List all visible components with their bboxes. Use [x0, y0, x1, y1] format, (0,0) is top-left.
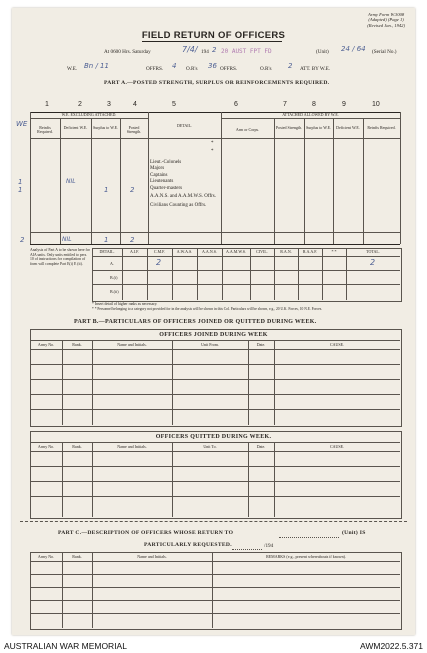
part-c-rule	[30, 613, 400, 614]
analysis-header: TOTAL.	[366, 249, 380, 254]
joined-col-header: Name and Initials.	[117, 342, 147, 347]
analysis-col-line	[147, 248, 148, 300]
analysis-row-label: B.(ii)	[110, 289, 119, 294]
quitted-rule	[30, 466, 400, 467]
form-ref-line: (Revised Jan., 1942)	[367, 22, 405, 28]
we-excl-header: W.E. EXCLUDING ATTACHED.	[61, 112, 117, 117]
joined-col-line	[62, 340, 63, 425]
col-header: Surplus to W.E.	[305, 125, 332, 130]
rank-item: A.A.N.S. and A.A.M.W.S. Offrs.	[150, 194, 216, 200]
rank-item: Lieutenants	[150, 179, 174, 185]
grid-line	[60, 118, 61, 244]
col-number: 2	[78, 101, 82, 108]
form-ref-line: (Adapted) (Page 1)	[368, 17, 404, 23]
analysis-col-line	[122, 248, 123, 300]
att-label: ATT. BY W.E.	[300, 66, 331, 72]
part-c-col-header: REMARKS (e.g., present whereabouts if known).	[266, 554, 346, 559]
col-header: Deficient W.E.	[336, 125, 360, 130]
part-a-total-rule	[30, 244, 400, 245]
col-header: Posted Strength.	[275, 125, 303, 130]
joined-rule	[30, 340, 400, 341]
col-header: Posted Strength.	[126, 125, 142, 135]
rank-list	[150, 160, 220, 208]
part-c-date-tail: /194	[264, 543, 274, 549]
grid-line	[274, 118, 275, 244]
analysis-header: A.A.N.S.	[202, 249, 217, 254]
part-c-col-line	[62, 552, 63, 628]
joined-col-line	[248, 340, 249, 425]
asterisk-mark: *	[211, 149, 214, 154]
analysis-header: A.I.F.	[129, 249, 140, 254]
part-c-col-header: Rank.	[72, 554, 82, 559]
unit-label: (Unit)	[316, 49, 329, 55]
offrs-handwritten: 4	[172, 62, 177, 70]
part-c-heading: PART C.—DESCRIPTION OF OFFICERS WHOSE RETURN TO	[58, 530, 234, 536]
quitted-rule	[30, 496, 400, 497]
att-handwritten: 2	[288, 62, 293, 70]
rank-item: Quarter-masters	[150, 185, 183, 191]
col-number: 1	[45, 101, 49, 108]
quitted-col-header: Name and Initials.	[117, 444, 147, 449]
col-number: 3	[107, 101, 111, 108]
ors-label-1: O.R's	[186, 66, 198, 72]
analysis-col-line	[322, 248, 323, 300]
footer-accession-number: AWM2022.5.371	[360, 641, 423, 651]
part-c-col-line	[92, 552, 93, 628]
analysis-total-handwritten: 2	[370, 258, 376, 267]
year-handwritten: 2	[212, 46, 217, 54]
quitted-col-line	[274, 442, 275, 517]
joined-rule	[30, 409, 400, 410]
form-ref-line: Army Form W.3008	[368, 12, 405, 17]
serial-handwritten: 24 / 64	[341, 45, 366, 53]
analysis-header: C.M.F.	[153, 249, 166, 254]
analysis-rule	[92, 270, 400, 271]
analysis-rule	[92, 284, 400, 285]
joined-col-line	[172, 340, 173, 425]
grid-line	[91, 118, 92, 244]
quitted-col-header: CAUSE.	[329, 444, 345, 449]
col-number: 6	[234, 101, 238, 108]
analysis-header: R.A.N.	[280, 249, 292, 254]
part-c-unit-blank	[279, 537, 339, 538]
part-c-line2: PARTICULARLY REQUESTED.	[144, 542, 232, 548]
part-a-heading: PART A.—POSTED STRENGTH, SURPLUS OR REINFORCEMENTS REQUIRED.	[104, 80, 330, 86]
col-number: 5	[172, 101, 176, 108]
joined-rule	[30, 394, 400, 395]
col-header: Deficient W.E.	[63, 125, 88, 130]
row-handwritten: 2	[130, 186, 135, 194]
analysis-header: A.W.A.S.	[176, 249, 193, 254]
part-c-rule	[30, 574, 400, 575]
quitted-col-line	[92, 442, 93, 517]
grid-line	[120, 118, 121, 244]
joined-col-header: Unit From.	[201, 342, 219, 347]
footnote: * * Personnel belonging to a category not provided for in the analysis will be shown in this Col. Particulars will be shown, e.g., 20 U.K. Forces, 10 N.E. Forces.	[92, 307, 323, 311]
asterisk-mark: *	[211, 141, 214, 146]
quitted-col-line	[62, 442, 63, 517]
at-label: At 0600 Hrs. Saturday	[104, 49, 151, 55]
total-handwritten: 1	[104, 236, 109, 244]
part-c-col-line	[212, 552, 213, 628]
rank-item: Lieut.-Colonels	[150, 160, 182, 165]
col-header: DETAIL.	[176, 123, 193, 128]
analysis-header: CIVIL.	[256, 249, 268, 254]
joined-rule	[30, 379, 400, 380]
joined-col-header: Date.	[256, 342, 266, 347]
col-header: Reinfts Required.	[367, 125, 396, 130]
analysis-col-line	[346, 248, 347, 300]
joined-title: OFFICERS JOINED DURING WEEK	[159, 332, 268, 338]
quitted-col-header: Army No.	[37, 444, 55, 449]
joined-col-header: Rank.	[72, 342, 82, 347]
quitted-col-line	[172, 442, 173, 517]
total-handwritten: 2	[130, 236, 135, 244]
we-handwritten: Bn / 11	[84, 62, 109, 70]
row-handwritten: 1	[18, 178, 23, 186]
col-header: Surplus to W.E.	[92, 125, 119, 130]
part-c-cut-line	[20, 521, 407, 522]
offrs-label-1: OFFRS.	[146, 66, 164, 72]
serial-label: (Serial No.)	[372, 49, 397, 55]
part-c-col-header: Name and Initials.	[137, 554, 167, 559]
quitted-rule	[30, 451, 400, 452]
analysis-header: R.A.A.F.	[302, 249, 318, 254]
analysis-col-line	[172, 248, 173, 300]
ors-label-2: O.R's	[260, 66, 272, 72]
quitted-title: OFFICERS QUITTED DURING WEEK.	[155, 434, 272, 440]
quitted-col-header: Date.	[256, 444, 266, 449]
analysis-col-line	[197, 248, 198, 300]
we-margin-note: WE	[16, 120, 28, 128]
att-group-rule	[221, 118, 400, 119]
analysis-row-label: B.(i)	[110, 275, 118, 280]
analysis-header: A.A.M.W.S.	[226, 249, 246, 254]
analysis-rule	[92, 256, 400, 257]
joined-col-header: Army No.	[37, 342, 55, 347]
col-number: 8	[312, 101, 316, 108]
analysis-header: DETAIL.	[99, 249, 115, 254]
quitted-col-header: Unit To.	[203, 444, 217, 449]
joined-rule	[30, 364, 400, 365]
rank-item: Captains	[150, 172, 168, 178]
we-label: W.E.	[67, 66, 78, 72]
part-c-date-blank	[232, 549, 262, 550]
grid-line	[30, 112, 31, 244]
col-number: 10	[372, 101, 380, 108]
quitted-rule	[30, 442, 400, 443]
total-handwritten: 2	[20, 236, 25, 244]
part-c-rule	[30, 561, 400, 562]
analysis-row-label: A.	[110, 261, 114, 266]
analysis-col-line	[274, 248, 275, 300]
part-c-rule	[30, 600, 400, 601]
form-title: FIELD RETURN OF OFFICERS	[141, 30, 286, 41]
part-c-table	[30, 552, 402, 630]
total-handwritten: NIL	[62, 236, 72, 243]
form-reference	[367, 12, 405, 28]
quitted-col-line	[248, 442, 249, 517]
joined-col-line	[92, 340, 93, 425]
row-handwritten: NIL	[66, 178, 76, 185]
part-b-heading: PART B.—PARTICULARS OF OFFICERS JOINED OR QUITTED DURING WEEK.	[74, 319, 317, 325]
joined-col-line	[274, 340, 275, 425]
col-header: Reinfts Required.	[37, 125, 53, 135]
col-header: Arm or Corps.	[235, 127, 260, 132]
form-sheet	[12, 8, 415, 635]
analysis-col-line	[222, 248, 223, 300]
analysis-note: Analysis of Part A to be shown here for AIA units. Only units entitled to pers. 10 of instructions for compilation of form will complete Part E(i) E (ii).	[30, 248, 90, 266]
footnote: * Insert detail of higher ranks as necessary.	[92, 302, 158, 306]
col-number: 4	[133, 101, 137, 108]
analysis-header: * *	[331, 249, 337, 254]
title-underline	[142, 41, 282, 42]
grid-line	[363, 118, 364, 244]
analysis-aif-handwritten: 2	[156, 258, 162, 267]
ors-handwritten: 36	[208, 62, 217, 70]
joined-rule	[30, 349, 400, 350]
grid-line	[304, 118, 305, 244]
we-group-rule	[30, 118, 148, 119]
part-a-header-rule	[30, 138, 400, 139]
part-c-unit-is: (Unit) IS	[342, 530, 366, 536]
analysis-col-line	[298, 248, 299, 300]
grid-line	[333, 118, 334, 244]
col-number: 9	[342, 101, 346, 108]
attached-allowed-header: ATTACHED ALLOWED BY W.E.	[282, 112, 339, 117]
year-label: 194	[201, 49, 209, 55]
joined-col-header: CAUSE.	[329, 342, 345, 347]
quitted-rule	[30, 481, 400, 482]
row-handwritten: 1	[18, 186, 23, 194]
offrs-label-2: OFFRS.	[220, 66, 238, 72]
part-c-col-header: Army No.	[37, 554, 55, 559]
part-c-rule	[30, 587, 400, 588]
rank-item: Majors	[150, 166, 165, 172]
grid-line	[148, 112, 149, 244]
date-handwritten: 7/4/	[182, 45, 198, 54]
rank-item: Civilians Counting as Offrs.	[150, 202, 207, 208]
unit-stamp: 20 AUST FPT FD	[221, 48, 272, 55]
footer-institution: AUSTRALIAN WAR MEMORIAL	[4, 641, 127, 651]
analysis-col-line	[250, 248, 251, 300]
part-a-body-rule	[30, 232, 400, 233]
quitted-col-header: Rank.	[72, 444, 82, 449]
row-handwritten: 1	[104, 186, 109, 194]
col-number: 7	[283, 101, 287, 108]
grid-line	[400, 112, 401, 244]
